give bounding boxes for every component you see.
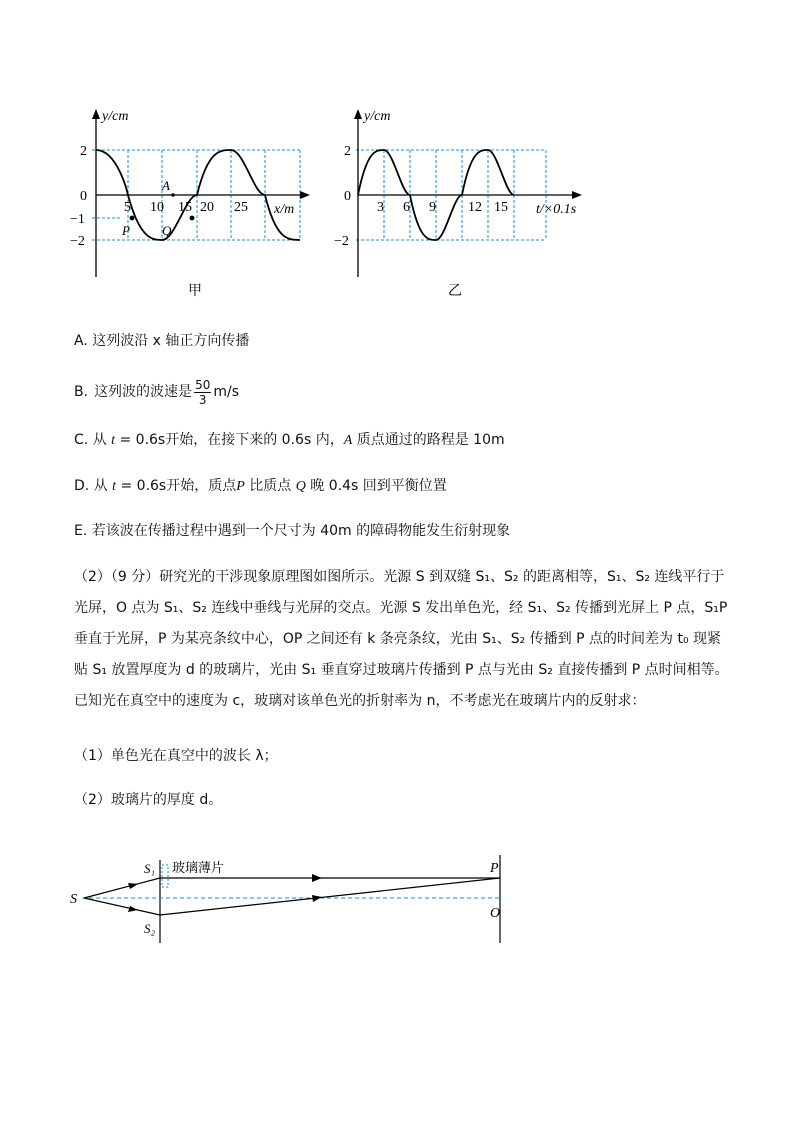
figure-yi-vibration-graph <box>330 95 620 305</box>
y-tick-minus1: −1 <box>70 212 85 227</box>
glass-plate <box>162 865 168 887</box>
option-letter: D. <box>74 478 90 494</box>
var-Q: Q <box>295 479 306 494</box>
text: 开始，在接下来的 0.6s 内， <box>165 432 344 448</box>
problem-paragraph: （2）（9 分）研究光的干涉现象原理图如图所示。光源 S 到双缝 S₁、S₂ 的距离相等，S₁、S₂ 连线平行于光屏，O 点为 S₁、S₂ 连线中垂线与光屏的交点。光源 S 发出单色光，经 S₁、S₂ 传播到光屏上 P 点，S₁P 垂直于光屏，P 为某亮条纹中心，OP 之间还有 k 条亮条纹，光由 S₁、S₂ 传播到 P 点的时间差为 t₀ 现紧贴 S₁ 放置厚度为 d 的玻璃片，光由 S₁ 垂直穿过玻璃片传播到 P 点与光由 S₂ 直接传播到 P 点时间相等。已知光在真空中的速度为 c，玻璃对该单色光的折射率为 n，不考虑光在玻璃片内的反射求： <box>74 569 729 709</box>
y-axis-label: y/cm <box>102 109 129 124</box>
option-text: 若该波在传播过程中遇到一个尺寸为 40m 的障碍物能发生衍射现象 <box>91 523 511 539</box>
option-letter: A. <box>74 333 88 349</box>
x-axis-label: t/×0.1s <box>536 202 577 217</box>
optics-double-slit-diagram <box>60 845 520 955</box>
y-tick-2: 2 <box>80 144 87 159</box>
x-tick-9: 9 <box>429 200 436 215</box>
text: 从 <box>92 432 107 448</box>
y-tick-minus2: −2 <box>70 234 85 249</box>
y-axis-label: y/cm <box>364 109 391 124</box>
figure-jia-wave-graph <box>60 95 320 305</box>
label-P: P <box>490 861 499 876</box>
x-tick-5: 5 <box>124 200 131 215</box>
ray-arrow <box>312 874 322 882</box>
y-tick-minus2: −2 <box>334 234 349 249</box>
x-axis-label: x/m <box>274 202 295 217</box>
text: 从 <box>93 478 108 494</box>
label-S2: S₂ <box>144 921 156 936</box>
y-tick-2: 2 <box>344 144 351 159</box>
option-c <box>74 430 505 451</box>
var-t: t <box>111 433 116 448</box>
text: = 0.6s <box>116 478 167 494</box>
var-P: P <box>236 479 245 494</box>
option-text: 这列波的波速是 <box>94 384 193 400</box>
y-tick-0: 0 <box>344 189 351 204</box>
fraction-denominator: 3 <box>198 392 207 407</box>
option-letter: C. <box>74 432 89 448</box>
x-tick-15: 15 <box>494 200 508 215</box>
text: 开始，质点 <box>166 478 237 494</box>
y-tick-0: 0 <box>80 189 87 204</box>
fraction-wave-speed <box>194 378 211 407</box>
label-A: A <box>162 178 170 193</box>
var-t: t <box>112 479 117 494</box>
option-letter: B. <box>74 384 89 400</box>
text: = 0.6s <box>115 432 166 448</box>
text: 晚 0.4s 回到平衡位置 <box>305 478 447 494</box>
fraction-numerator: 50 <box>195 377 211 392</box>
x-tick-25: 25 <box>234 200 248 215</box>
option-b <box>74 375 239 409</box>
text: 比质点 <box>244 478 296 494</box>
x-tick-15: 15 <box>178 200 192 215</box>
label-O: O <box>490 906 501 921</box>
caption-yi: 乙 <box>448 283 462 299</box>
unit: m/s <box>213 384 239 400</box>
ray-arrow <box>128 906 138 912</box>
sub-question-2: （2）玻璃片的厚度 d。 <box>74 792 223 808</box>
option-a <box>74 331 249 351</box>
option-letter: E. <box>74 523 88 539</box>
x-tick-12: 12 <box>468 200 482 215</box>
text: 质点通过的路程是 10m <box>352 432 505 448</box>
label-Q: Q <box>162 223 172 238</box>
x-tick-10: 10 <box>150 200 164 215</box>
var-A: A <box>343 433 353 448</box>
point-A <box>171 193 175 197</box>
option-text: 这列波沿 x 轴正方向传播 <box>92 333 250 349</box>
label-S1: S₁ <box>144 861 156 876</box>
point-Q <box>190 216 195 221</box>
label-S: S <box>70 892 77 907</box>
option-d <box>74 476 447 497</box>
caption-jia: 甲 <box>188 283 202 299</box>
option-e <box>74 521 510 541</box>
point-P <box>130 216 135 221</box>
x-tick-3: 3 <box>377 200 384 215</box>
x-tick-20: 20 <box>200 200 214 215</box>
x-tick-6: 6 <box>403 200 410 215</box>
glass-plate-label: 玻璃薄片 <box>172 861 225 876</box>
label-P: P <box>122 223 130 238</box>
sub-question-1: （1）单色光在真空中的波长 λ； <box>74 748 278 764</box>
ray-arrow <box>128 883 138 889</box>
